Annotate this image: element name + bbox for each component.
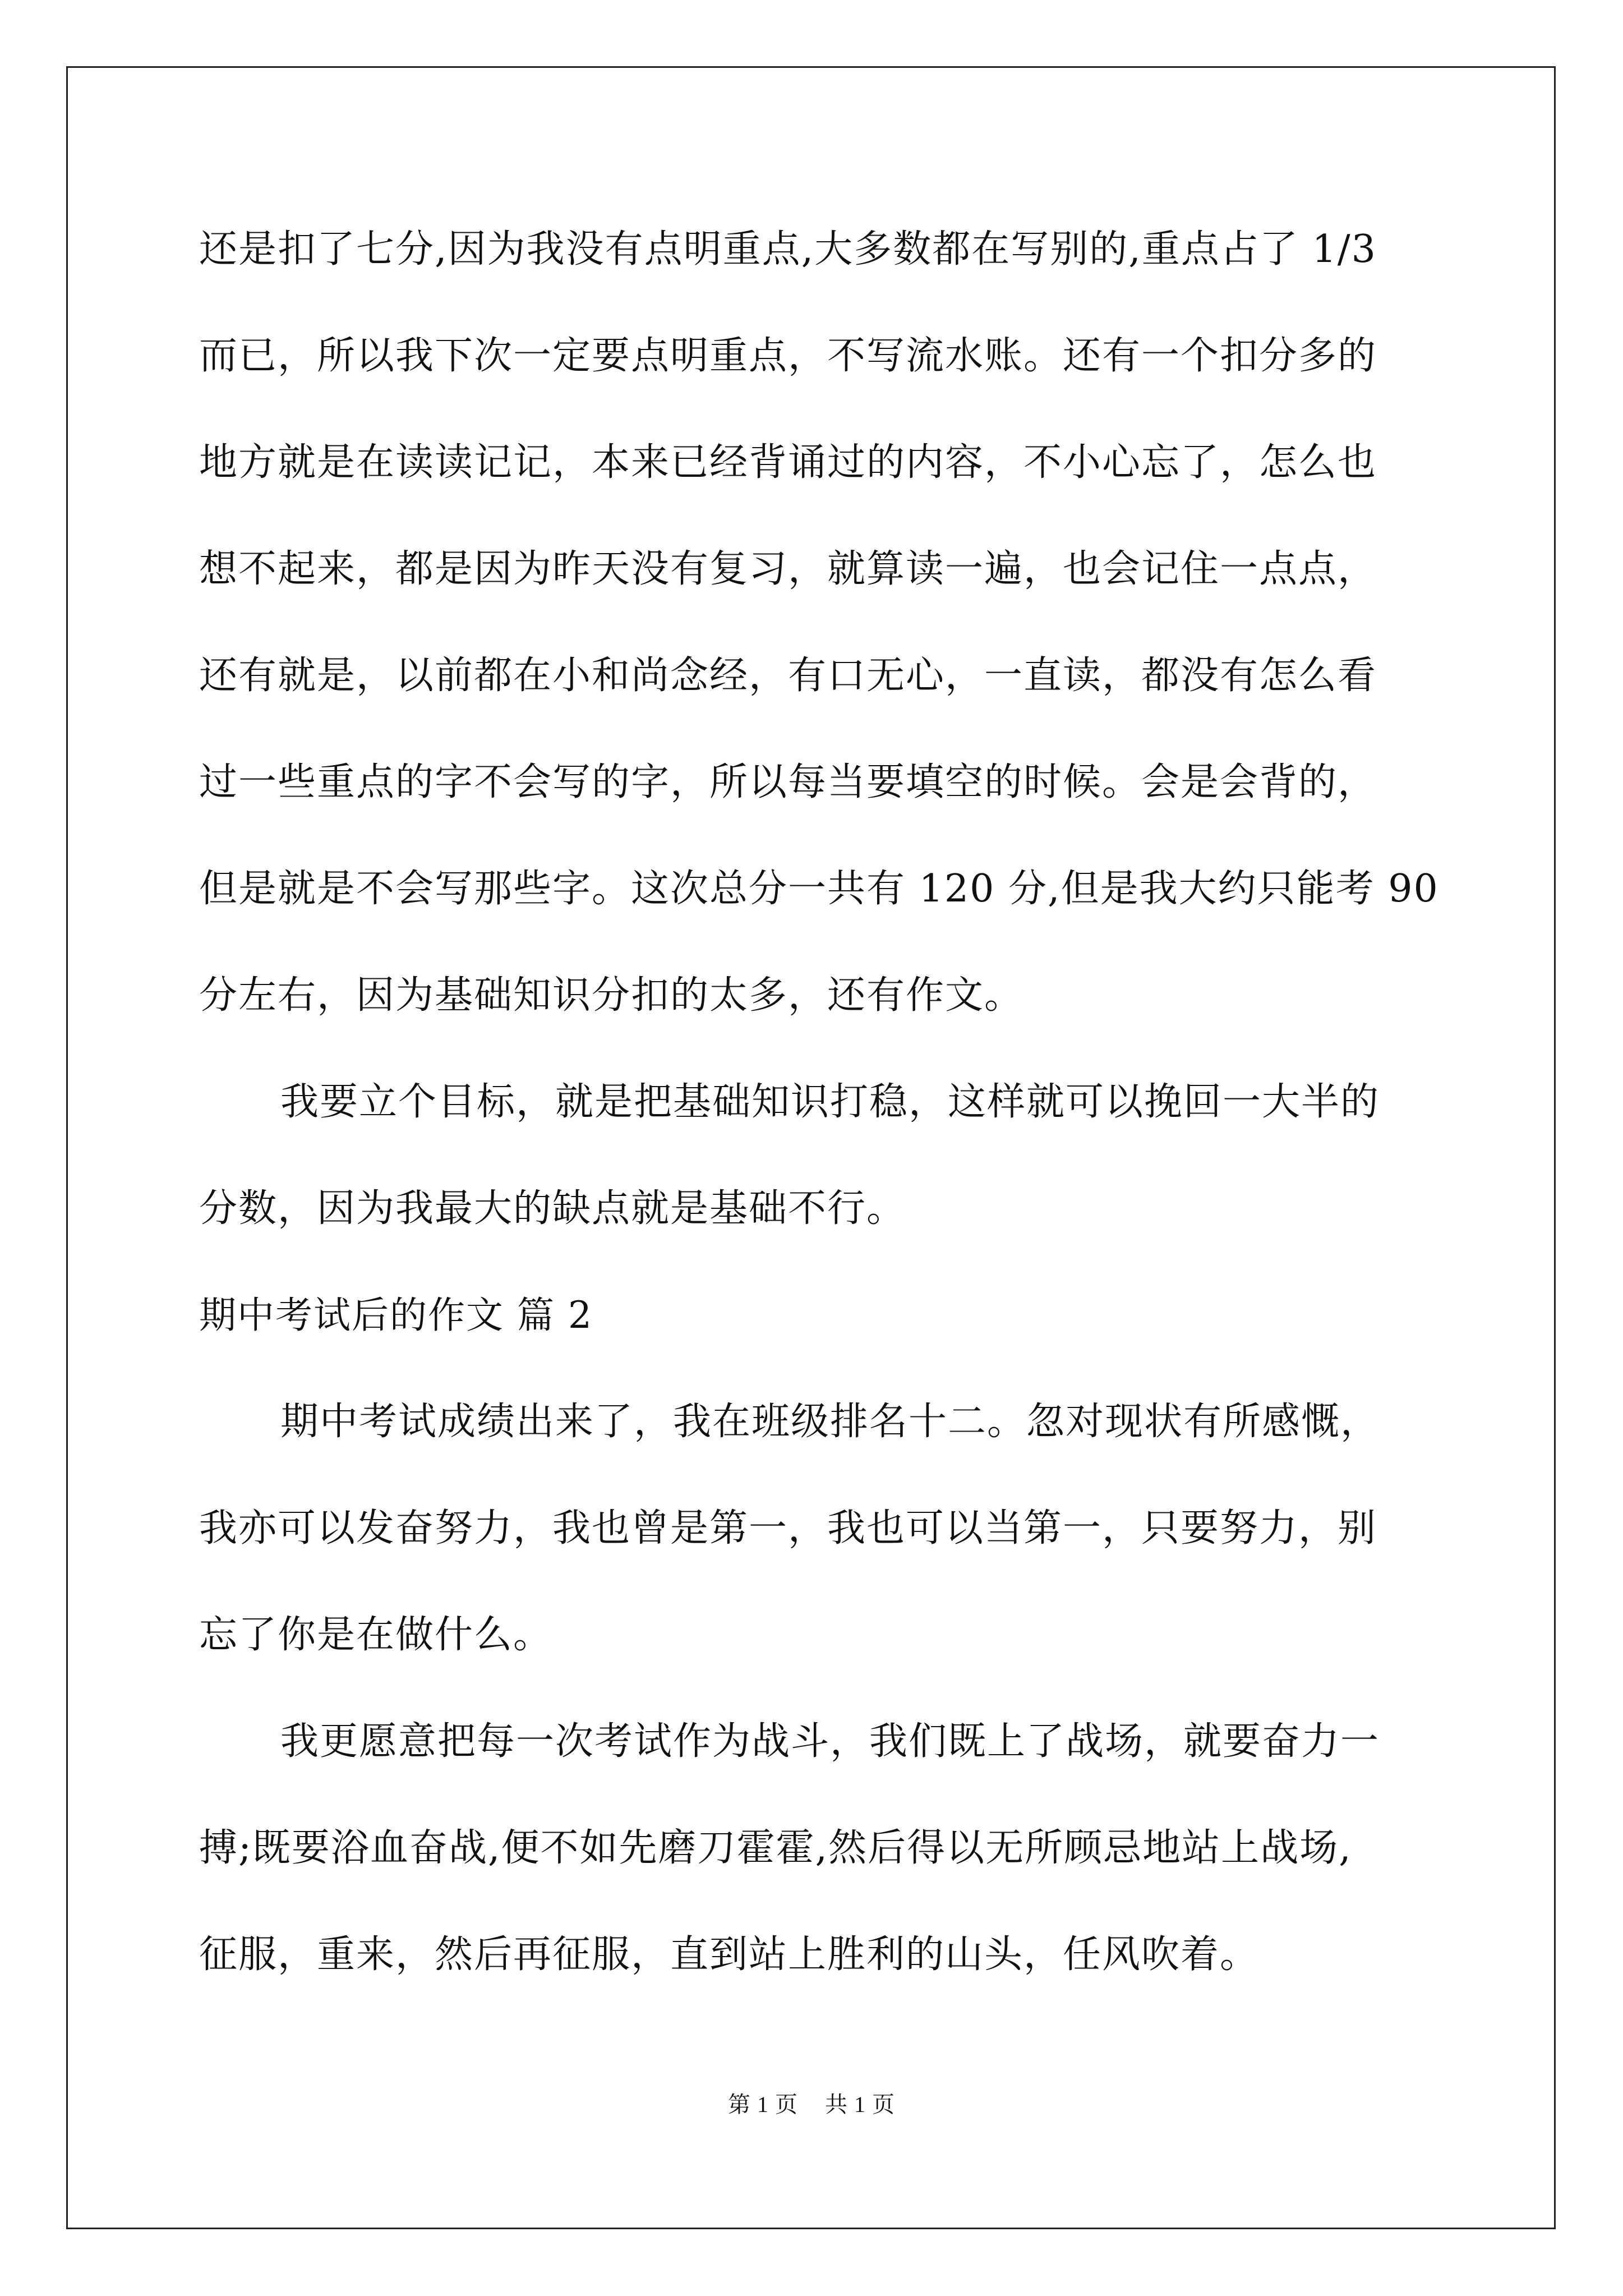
paragraph-line: 期中考试成绩出来了，我在班级排名十二。忽对现状有所感慨， — [280, 1400, 1380, 1444]
paragraph-line: 想不起来，都是因为昨天没有复习，就算读一遍，也会记住一点点， — [199, 547, 1377, 591]
page-number: 第 1 页 — [728, 2092, 798, 2117]
paragraph-line: 我亦可以发奋努力，我也曾是第一，我也可以当第一，只要努力，别 — [199, 1506, 1377, 1550]
paragraph-line: 但是就是不会写那些字。这次总分一共有 120 分,但是我大约只能考 90 — [199, 867, 1439, 911]
paragraph-line: 征服，重来，然后再征服，直到站上胜利的山头，任风吹着。 — [199, 1932, 1260, 1977]
paragraph-line: 还是扣了七分,因为我没有点明重点,大多数都在写别的,重点占了 1/3 — [199, 227, 1377, 272]
paragraph-line: 分数，因为我最大的缺点就是基础不行。 — [199, 1186, 906, 1231]
paragraph-line: 分左右，因为基础知识分扣的太多，还有作文。 — [199, 973, 1024, 1018]
paragraph-line: 搏;既要浴血奋战,便不如先磨刀霍霍,然后得以无所顾忌地站上战场, — [199, 1826, 1352, 1870]
paragraph-line: 地方就是在读读记记，本来已经背诵过的内容，不小心忘了，怎么也 — [199, 440, 1377, 485]
document-body — [199, 216, 1439, 2028]
paragraph-line: 我要立个目标，就是把基础知识打稳，这样就可以挽回一大半的 — [280, 1080, 1380, 1124]
page-footer — [0, 2087, 1623, 2119]
section-heading: 期中考试后的作文 篇 2 — [199, 1294, 593, 1337]
page-total: 共 1 页 — [825, 2092, 895, 2117]
paragraph-line: 还有就是，以前都在小和尚念经，有口无心，一直读，都没有怎么看 — [199, 654, 1377, 698]
paragraph-line: 而已，所以我下次一定要点明重点，不写流水账。还有一个扣分多的 — [199, 334, 1377, 378]
paragraph-line: 忘了你是在做什么。 — [199, 1613, 553, 1657]
paragraph-line: 我更愿意把每一次考试作为战斗，我们既上了战场，就要奋力一 — [280, 1719, 1380, 1764]
paragraph-line: 过一些重点的字不会写的字，所以每当要填空的时候。会是会背的， — [199, 760, 1377, 804]
